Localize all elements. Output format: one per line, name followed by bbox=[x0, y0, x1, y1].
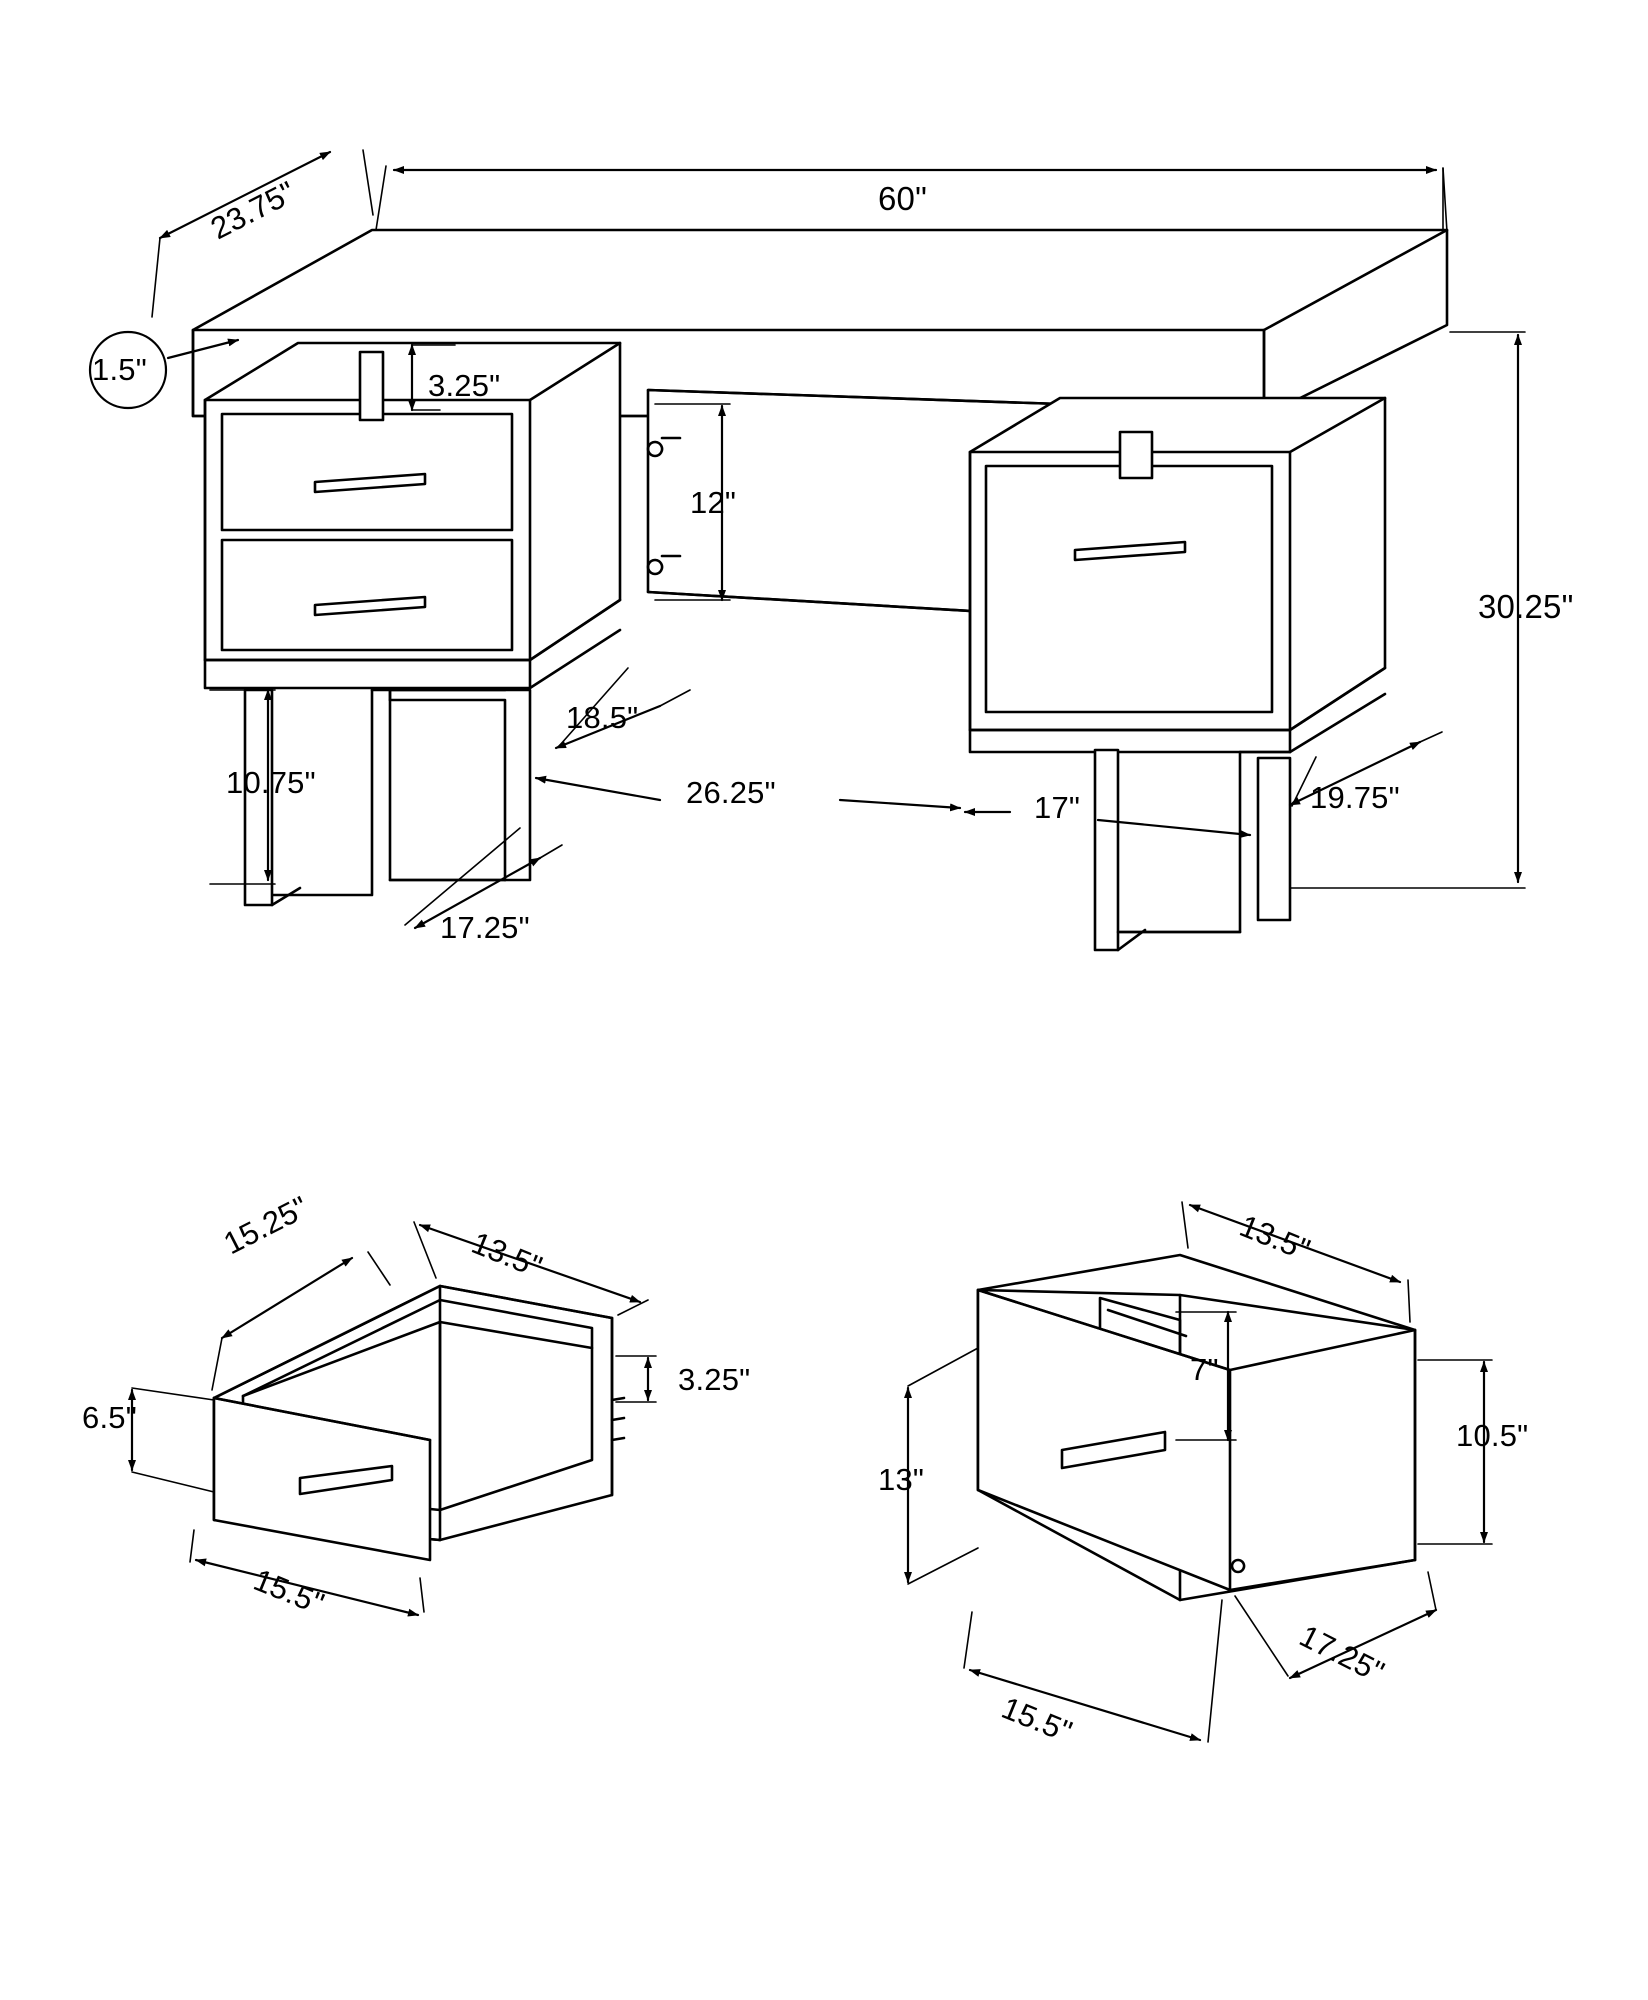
dim-small-drawer-interior-height: 3.25" bbox=[678, 1362, 751, 1397]
small-drawer-body bbox=[214, 1286, 624, 1560]
dim-desk-depth: 23.75" bbox=[205, 174, 301, 247]
dim-modesty-panel-height: 12" bbox=[690, 485, 737, 520]
dim-file-drawer-face-width: 15.5" bbox=[996, 1690, 1078, 1750]
dim-small-drawer-interior-width: 13.5" bbox=[466, 1225, 548, 1285]
dim-file-drawer-interior-depth: 7" bbox=[1190, 1352, 1219, 1387]
right-leg bbox=[1095, 750, 1290, 950]
dim-right-cabinet-width: 17" bbox=[1034, 790, 1081, 825]
dim-file-drawer-interior-width: 13.5" bbox=[1234, 1208, 1316, 1268]
dim-left-leg-depth: 17.25" bbox=[440, 910, 530, 945]
dim-knee-space-width: 26.25" bbox=[686, 775, 776, 810]
large-drawer-body bbox=[978, 1255, 1415, 1600]
dim-small-drawer-depth: 15.25" bbox=[218, 1189, 314, 1262]
dim-file-drawer-face-height: 13" bbox=[878, 1462, 925, 1497]
dim-left-cabinet-depth: 18.5" bbox=[566, 700, 639, 735]
dim-desk-width: 60" bbox=[878, 180, 928, 217]
dim-leg-clearance-height: 10.75" bbox=[226, 765, 316, 800]
dim-desk-height: 30.25" bbox=[1478, 588, 1574, 625]
dim-file-drawer-depth: 17.25" bbox=[1294, 1618, 1390, 1690]
dim-top-gap: 3.25" bbox=[428, 368, 501, 403]
dim-file-drawer-side-height: 10.5" bbox=[1456, 1418, 1529, 1453]
dim-right-leg-depth: 19.75" bbox=[1310, 780, 1400, 815]
dim-small-drawer-face-height: 6.5" bbox=[82, 1400, 137, 1435]
dim-top-thickness: 1.5" bbox=[92, 352, 147, 387]
right-pedestal bbox=[970, 398, 1385, 752]
dim-small-drawer-face-width: 15.5" bbox=[248, 1562, 330, 1622]
